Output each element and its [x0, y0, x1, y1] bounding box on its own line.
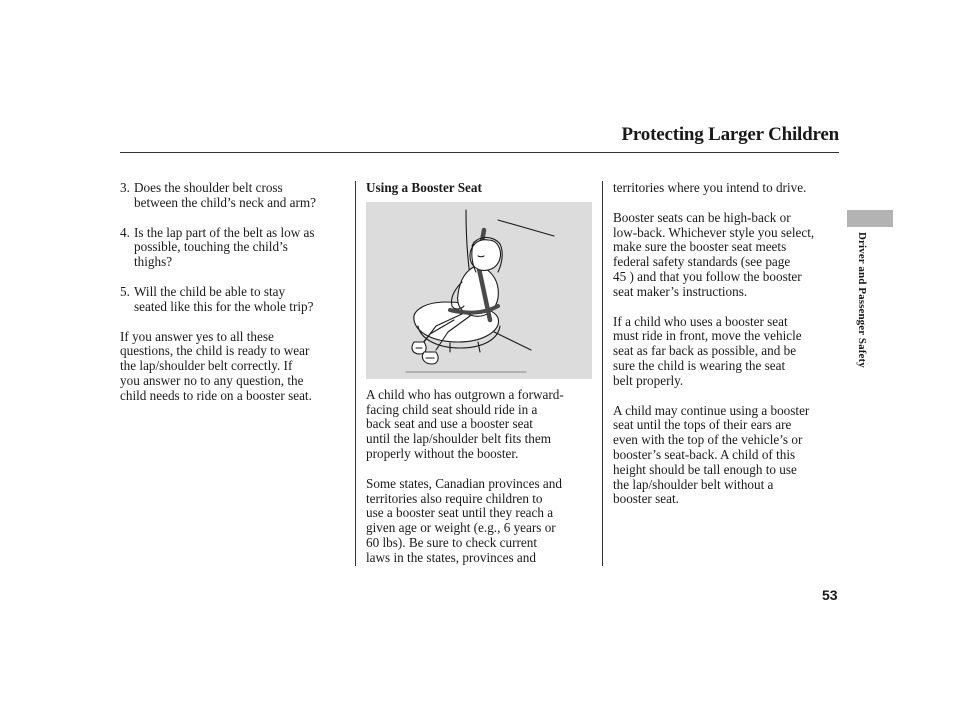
column-divider-1 [355, 181, 356, 566]
booster-paragraph-2: Some states, Canadian provinces and territories also require children to use a booster seat until they reach a given age or weight (e.g., 6 years or 60 lbs). Be sure to check current laws in the states, provinces and [366, 475, 562, 565]
question-list [120, 181, 348, 315]
child-in-booster-seat-icon [366, 202, 592, 379]
booster-style-paragraph: Booster seats can be high-back or low-back. Whichever style you select, make sure the booster seat meets federal safety standards (see page 45 ) and that you follow the booster seat maker’s instructions. [613, 209, 815, 299]
list-item [120, 285, 348, 315]
column-divider-2 [602, 181, 603, 566]
question-number: 3. [120, 180, 130, 195]
question-text: Is the lap part of the belt as low as possible, touching the child’s thighs? [134, 224, 315, 270]
front-seat-paragraph: If a child who uses a booster seat must ride in front, move the vehicle seat as far back as possible, and be sure the child is wearing the seat belt properly. [613, 313, 802, 388]
question-number: 4. [120, 224, 130, 240]
column-left [120, 181, 348, 419]
question-text: Does the shoulder belt cross between the child’s neck and arm? [134, 180, 316, 210]
page-title: Protecting Larger Children [621, 124, 839, 145]
column-right [613, 181, 841, 522]
section-heading: Using a Booster Seat [366, 180, 482, 195]
column-middle [366, 181, 594, 581]
question-text: Will the child be able to stay seated like this for the whole trip? [134, 283, 314, 314]
conclusion-paragraph: If you answer yes to all these questions, the child is ready to wear the lap/shoulder belt correctly. If you answer no to any question, the child needs to ride on a booster seat. [120, 328, 312, 403]
list-item [120, 226, 348, 270]
continue-use-paragraph: A child may continue using a booster seat until the tops of their ears are even with the top of the vehicle’s or booster’s seat-back. A child of this height should be tall enough to use the lap/shoulder belt without a booster seat. [613, 402, 810, 507]
section-label: Driver and Passenger Safety [856, 232, 868, 368]
booster-paragraph-1: A child who has outgrown a forward- facing child seat should ride in a back seat and use a booster seat until the lap/shoulder belt fits them properly without the booster. [366, 386, 564, 461]
page-number: 53 [822, 587, 838, 603]
list-item [120, 181, 348, 211]
title-rule [120, 152, 839, 153]
continued-paragraph: territories where you intend to drive. [613, 180, 807, 195]
section-tab [847, 210, 893, 227]
question-number: 5. [120, 283, 130, 299]
booster-seat-illustration [366, 202, 592, 379]
